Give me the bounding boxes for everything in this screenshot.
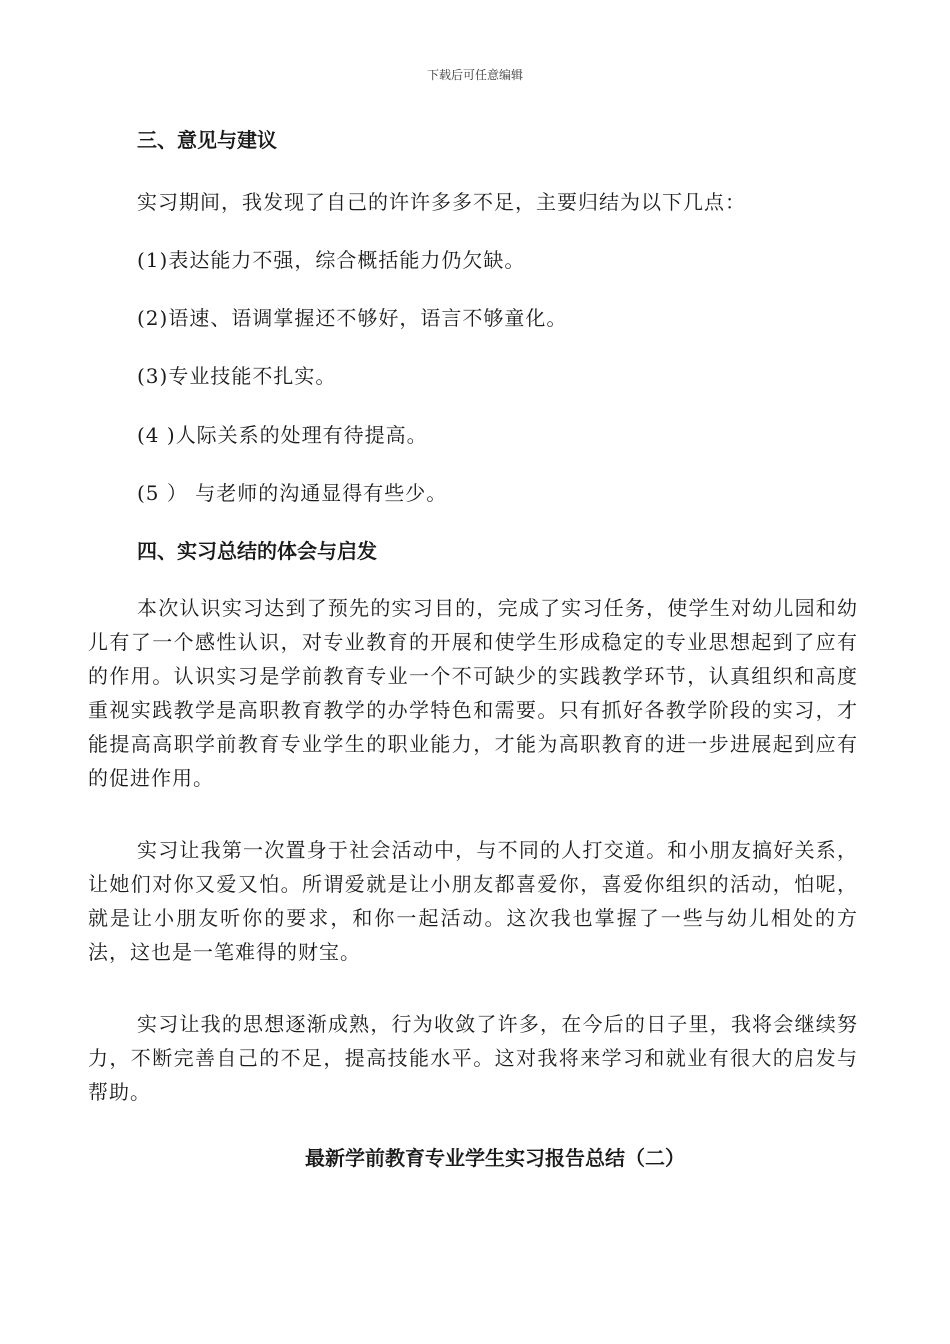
section-heading-reflections: 四、实习总结的体会与启发 (137, 539, 377, 563)
suggestion-item: (2)语速、语调掌握还不够好，语言不够童化。 (137, 306, 568, 330)
suggestion-item: (4 )人际关系的处理有待提高。 (137, 423, 428, 447)
section-heading-suggestions: 三、意见与建议 (137, 128, 277, 152)
reflection-paragraph: 实习让我的思想逐渐成熟，行为收敛了许多，在今后的日子里，我将会继续努力，不断完善自己的不足，提高技能水平。这对我将来学习和就业有很大的启发与帮助。 (88, 1012, 858, 1104)
reflection-paragraph: 实习让我第一次置身于社会活动中，与不同的人打交道。和小朋友搞好关系，让她们对你又爱又怕。所谓爱就是让小朋友都喜爱你，喜爱你组织的活动，怕呢，就是让小朋友听你的要求，和你一起活动。这次我也掌握了一些与幼儿相处的方法，这也是一笔难得的财宝。 (88, 838, 858, 964)
reflection-paragraph: 本次认识实习达到了预先的实习目的，完成了实习任务，使学生对幼儿园和幼儿有了一个感性认识，对专业教育的开展和使学生形成稳定的专业思想起到了应有的作用。认识实习是学前教育专业一个不可缺少的实践教学环节，认真组织和高度重视实践教学是高职教育教学的办学特色和需要。只有抓好各教学阶段的实习，才能提高高职学前教育专业学生的职业能力，才能为高职教育的进一步进展起到应有的促进作用。 (88, 596, 858, 790)
next-report-title: 最新学前教育专业学生实习报告总结（二） (305, 1146, 685, 1170)
suggestion-item: (5 ） 与老师的沟通显得有些少。 (137, 481, 448, 505)
page-header-note: 下载后可任意编辑 (426, 68, 523, 82)
suggestion-item: (3)专业技能不扎实。 (137, 364, 337, 388)
suggestions-intro: 实习期间，我发现了自己的许许多多不足，主要归结为以下几点： (137, 190, 746, 214)
suggestion-item: (1)表达能力不强，综合概括能力仍欠缺。 (137, 248, 526, 272)
